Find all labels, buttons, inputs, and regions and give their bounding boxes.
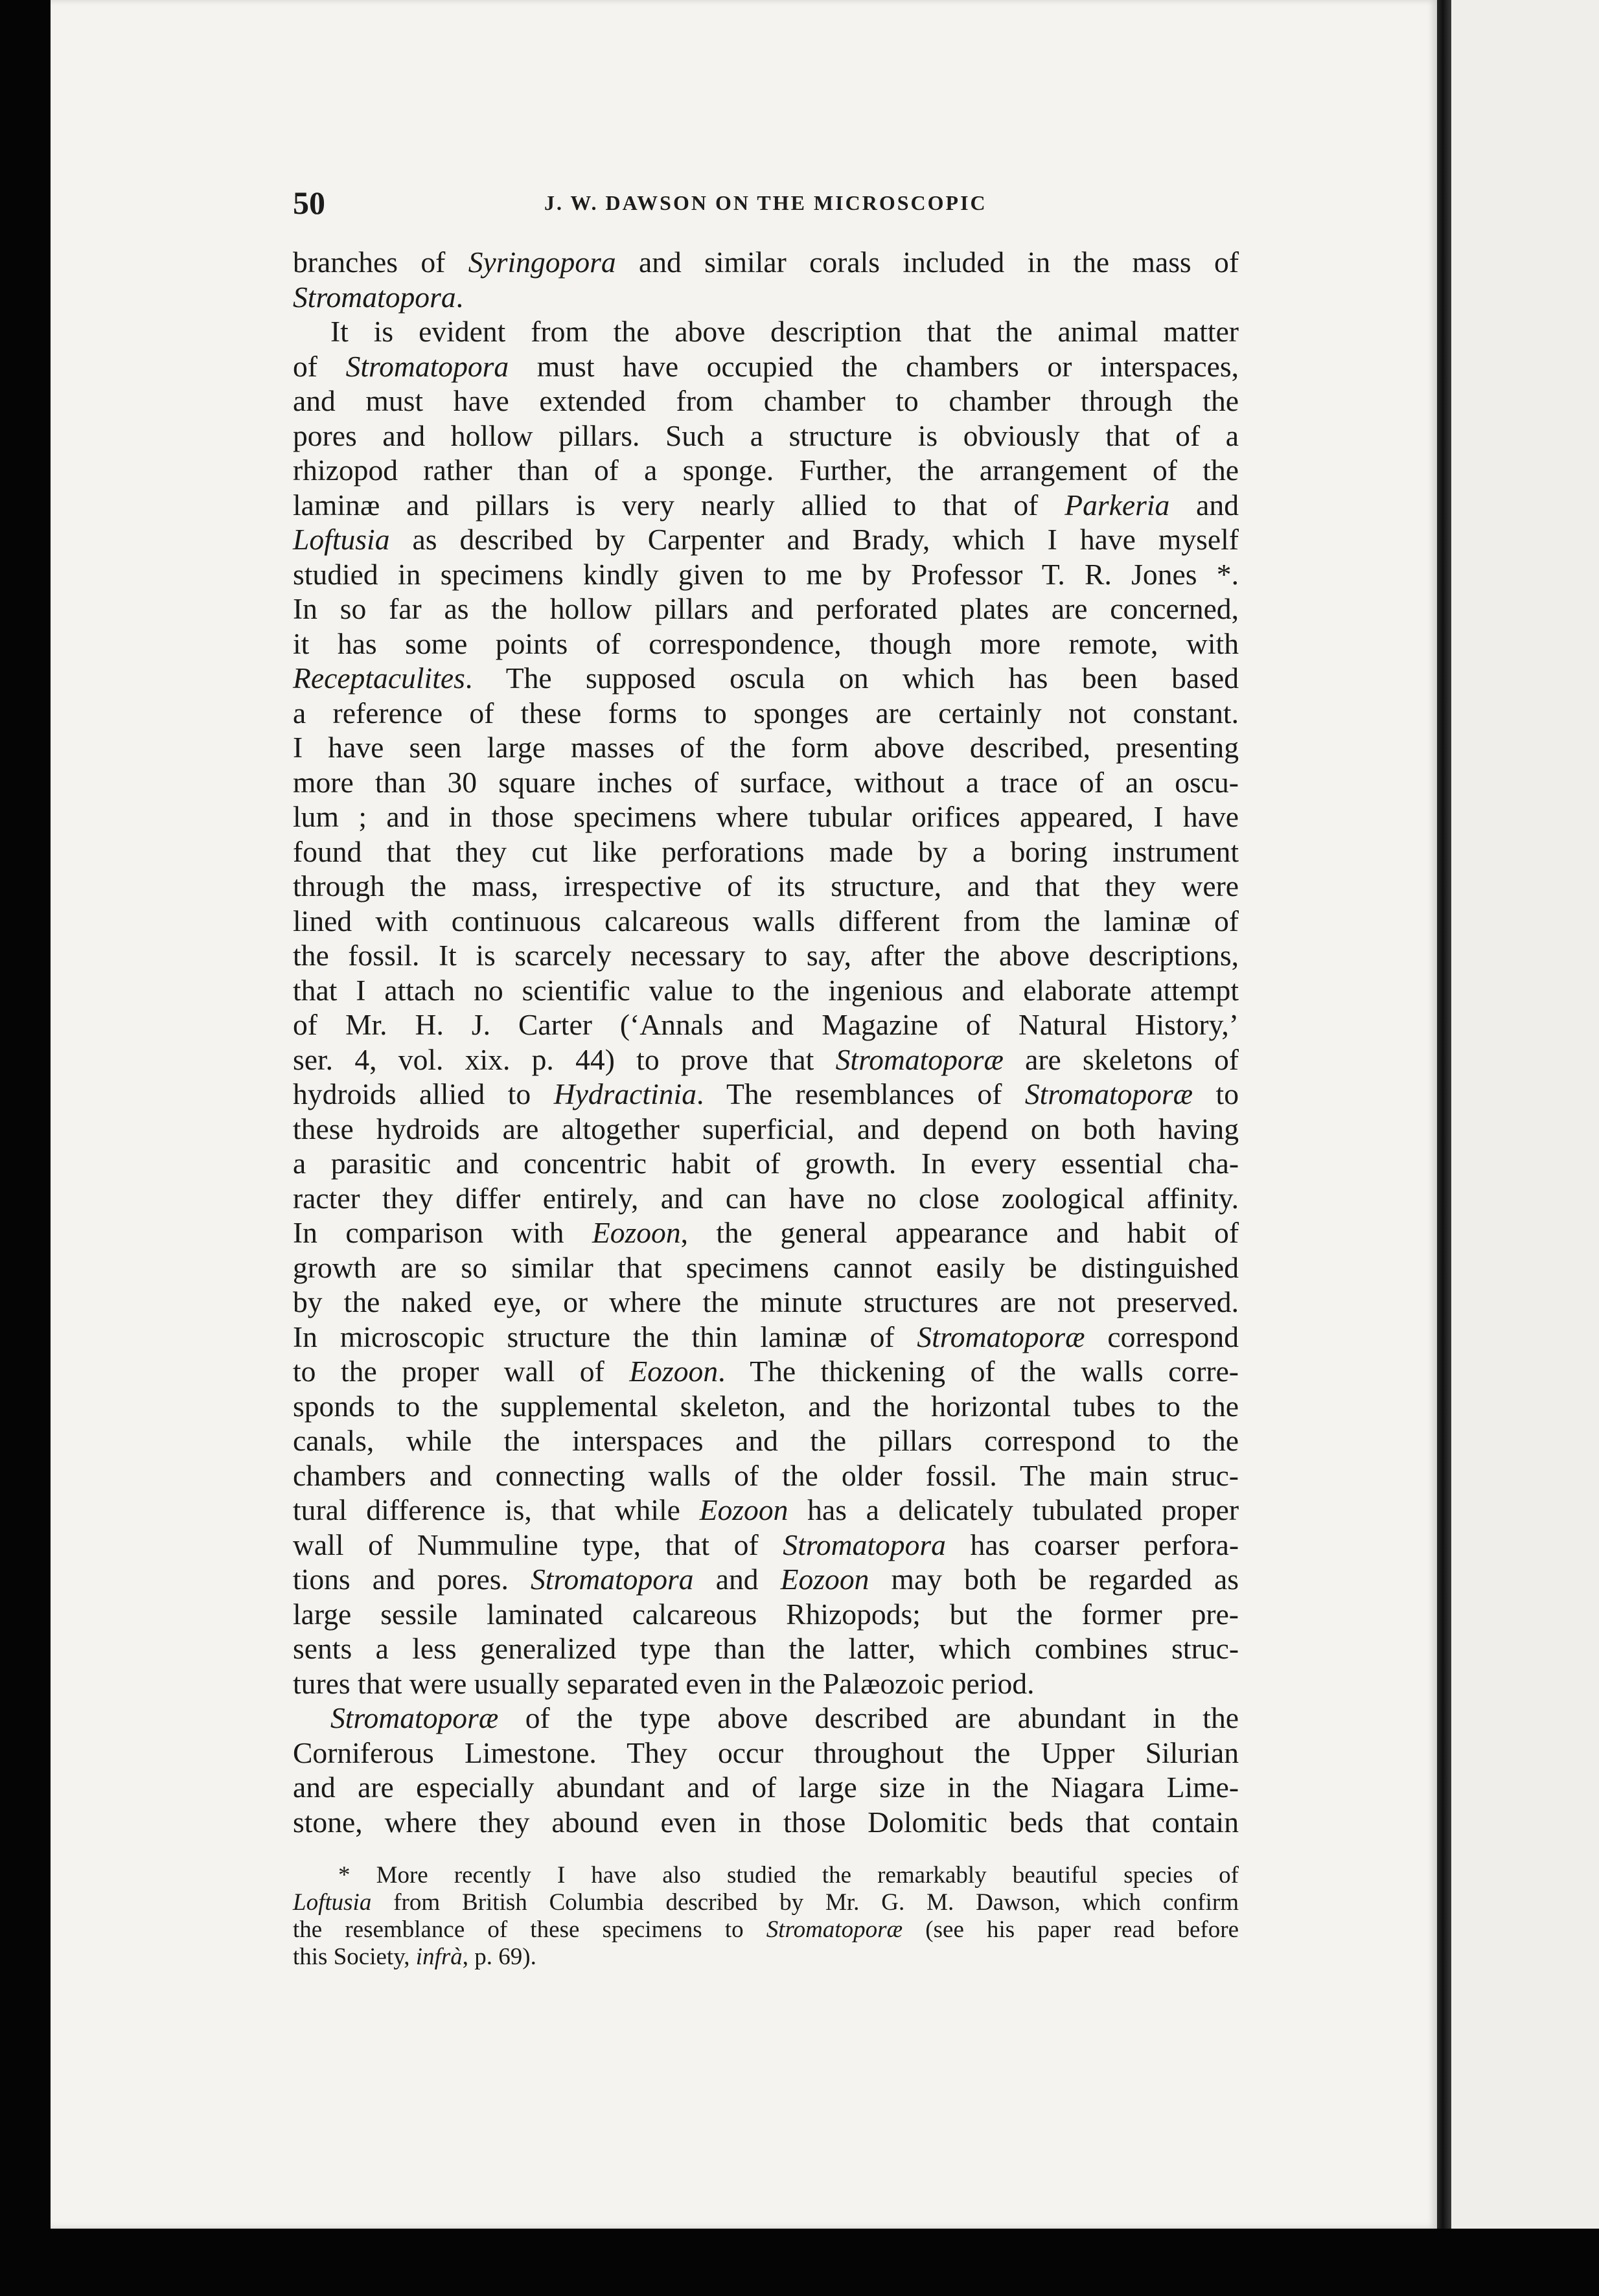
text-line: wall of Nummuline type, that of Stromatopora has coarser perfora- (293, 1528, 1239, 1561)
text-line: Stromatopora. (293, 280, 464, 314)
facing-page-edge (1450, 0, 1599, 2229)
text-line: It is evident from the above description that the animal matter (330, 315, 1239, 348)
text-line: In comparison with Eozoon, the general appearance and habit of (293, 1216, 1239, 1249)
running-head (293, 180, 1239, 225)
text-line: laminæ and pillars is very nearly allied to that of Parkeria and (293, 488, 1239, 522)
text-line: lined with continuous calcareous walls different from the laminæ of (293, 904, 1239, 937)
text-line: tures that were usually separated even in the Palæozoic period. (293, 1666, 1035, 1700)
text-line: a reference of these forms to sponges are certainly not constant. (293, 696, 1239, 729)
text-line: these hydroids are altogether superficial, and depend on both having (293, 1112, 1239, 1145)
text-line: of Mr. H. J. Carter (‘Annals and Magazine of Natural History,’ (293, 1008, 1239, 1041)
text-line: through the mass, irrespective of its structure, and that they were (293, 869, 1239, 902)
text-line: sents a less generalized type than the latter, which combines struc- (293, 1632, 1239, 1665)
page-number: 50 (293, 185, 325, 221)
text-line: hydroids allied to Hydractinia. The resemblances of Stromatoporæ to (293, 1077, 1239, 1110)
text-line: studied in specimens kindly given to me by Professor T. R. Jones *. (293, 557, 1239, 591)
text-line: Loftusia as described by Carpenter and Brady, which I have myself (293, 523, 1239, 556)
footnote-line: * More recently I have also studied the remarkably beautiful species of (338, 1862, 1239, 1888)
text-line: racter they differ entirely, and can have no close zoological affinity. (293, 1181, 1239, 1215)
text-line: Corniferous Limestone. They occur throughout the Upper Silurian (293, 1736, 1239, 1769)
footnote (293, 1862, 1239, 1971)
body-text (293, 245, 1239, 1839)
text-line: a parasitic and concentric habit of growth. In every essential cha- (293, 1147, 1239, 1180)
text-line: growth are so similar that specimens cannot easily be distinguished (293, 1250, 1239, 1284)
text-line: tural difference is, that while Eozoon has a delicately tubulated proper (293, 1493, 1239, 1526)
text-line: and must have extended from chamber to chamber through the (293, 384, 1239, 417)
text-line: of Stromatopora must have occupied the chambers or interspaces, (293, 349, 1239, 383)
footnote-line: Loftusia from British Columbia described by Mr. G. M. Dawson, which confirm (293, 1889, 1239, 1916)
text-line: lum ; and in those specimens where tubular orifices appeared, I have (293, 800, 1239, 833)
text-line: canals, while the interspaces and the pillars correspond to the (293, 1424, 1239, 1457)
running-title: J. W. DAWSON ON THE MICROSCOPIC (544, 191, 987, 214)
text-line: sponds to the supplemental skeleton, and the horizontal tubes to the (293, 1389, 1239, 1423)
text-line: and are especially abundant and of large size in the Niagara Lime- (293, 1771, 1239, 1804)
text-line: In microscopic structure the thin laminæ of Stromatoporæ correspond (293, 1320, 1239, 1353)
text-line: Stromatoporæ of the type above described are abundant in the (330, 1701, 1239, 1734)
text-line: the fossil. It is scarcely necessary to say, after the above descriptions, (293, 939, 1239, 972)
text-line: by the naked eye, or where the minute structures are not preserved. (293, 1285, 1239, 1318)
text-line: more than 30 square inches of surface, without a trace of an oscu- (293, 765, 1239, 799)
text-line: tions and pores. Stromatopora and Eozoon may both be regarded as (293, 1563, 1239, 1596)
footnote-line: the resemblance of these specimens to Stromatoporæ (see his paper read before (293, 1916, 1239, 1943)
book-gutter (1437, 0, 1451, 2229)
footnote-line: this Society, infrà, p. 69). (293, 1944, 536, 1970)
text-line: Receptaculites. The supposed oscula on which has been based (293, 661, 1239, 695)
text-line: it has some points of correspondence, though more remote, with (293, 626, 1239, 660)
text-line: to the proper wall of Eozoon. The thickening of the walls corre- (293, 1355, 1239, 1388)
text-line: I have seen large masses of the form above described, presenting (293, 731, 1239, 764)
text-line: rhizopod rather than of a sponge. Further, the arrangement of the (293, 453, 1239, 487)
text-line: ser. 4, vol. xix. p. 44) to prove that Stromatoporæ are skeletons of (293, 1042, 1239, 1076)
text-line: stone, where they abound even in those Dolomitic beds that contain (293, 1805, 1239, 1839)
text-line: chambers and connecting walls of the older fossil. The main struc- (293, 1458, 1239, 1492)
text-line: found that they cut like perforations made by a boring instrument (293, 834, 1239, 868)
text-line: branches of Syringopora and similar corals included in the mass of (293, 246, 1239, 279)
text-line: that I attach no scientific value to the ingenious and elaborate attempt (293, 973, 1239, 1007)
text-line: In so far as the hollow pillars and perforated plates are concerned, (293, 592, 1239, 625)
text-line: pores and hollow pillars. Such a structure is obviously that of a (293, 419, 1239, 452)
text-line: large sessile laminated calcareous Rhizopods; but the former pre- (293, 1597, 1239, 1631)
